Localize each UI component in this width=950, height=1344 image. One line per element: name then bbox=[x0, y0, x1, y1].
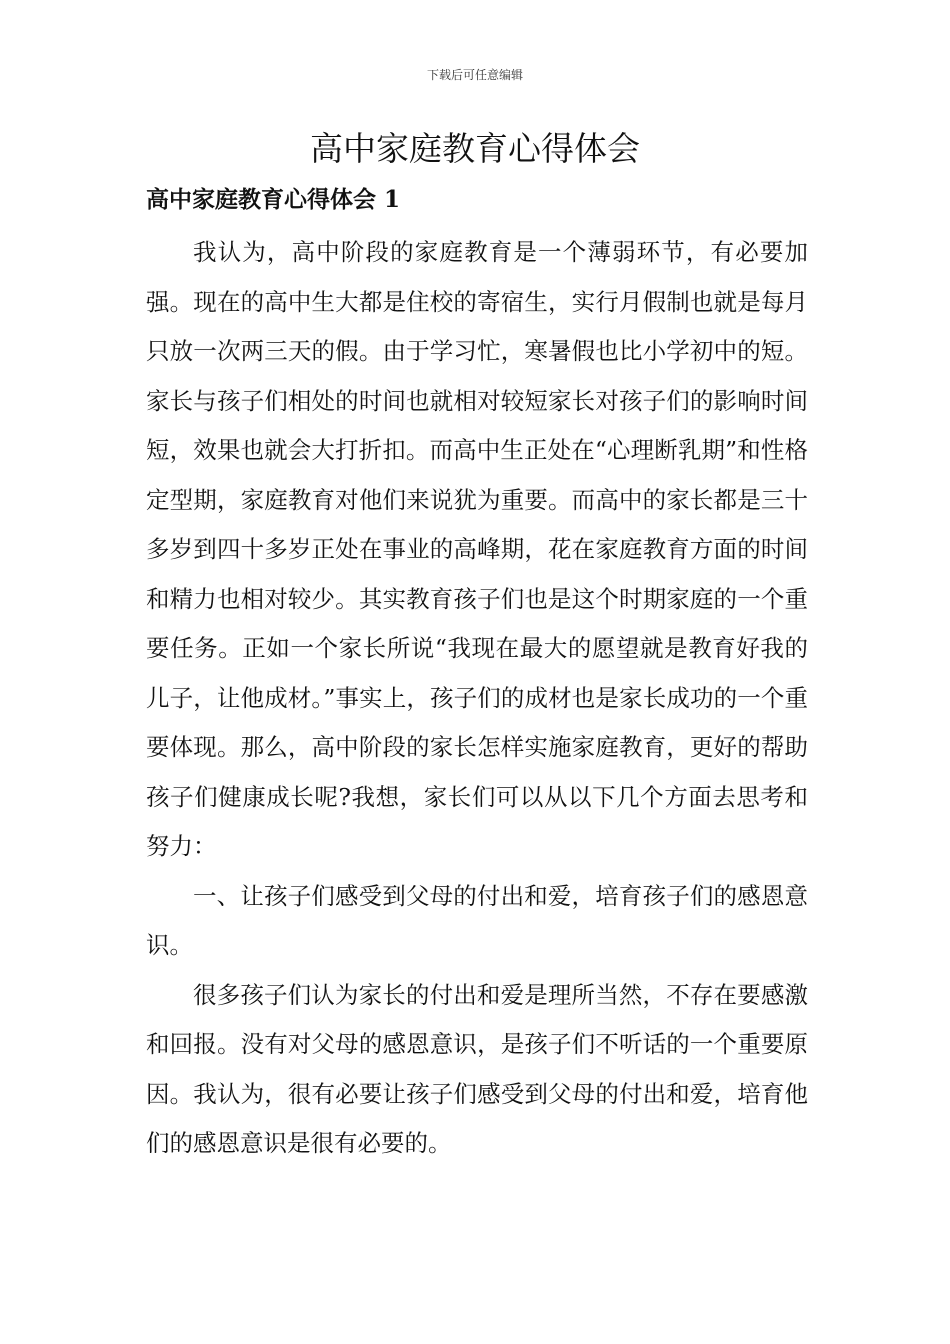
section-subheading: 高中家庭教育心得体会 1 bbox=[146, 186, 401, 213]
header-note: 下载后可任意编辑 bbox=[426, 68, 523, 82]
body-paragraph-3: 很多孩子们认为家长的付出和爱是理所当然，不存在要感激和回报。没有对父母的感恩意识，是孩子们不听话的一个重要原因。我认为，很有必要让孩子们感受到父母的付出和爱，培育他们的感恩意识是很有必要的。 bbox=[146, 980, 808, 1157]
body-paragraph-2: 一、让孩子们感受到父母的付出和爱，培育孩子们的感恩意识。 bbox=[146, 881, 808, 959]
body-paragraph-1: 我认为，高中阶段的家庭教育是一个薄弱环节，有必要加强。现在的高中生大都是住校的寄宿生，实行月假制也就是每月只放一次两三天的假。由于学习忙，寒暑假也比小学初中的短。家长与孩子们相处的时间也就相对较短家长对孩子们的影响时间短，效果也就会大打折扣。而高中生正处在“心理断乳期”和性格定型期，家庭教育对他们来说犹为重要。而高中的家长都是三十多岁到四十多岁正处在事业的高峰期，花在家庭教育方面的时间和精力也相对较少。其实教育孩子们也是这个时期家庭的一个重要任务。正如一个家长所说“我现在最大的愿望就是教育好我的儿子，让他成材。”事实上，孩子们的成材也是家长成功的一个重要体现。那么，高中阶段的家长怎样实施家庭教育，更好的帮助孩子们健康成长呢?我想，家长们可以从以下几个方面去思考和努力： bbox=[146, 238, 808, 860]
document-title: 高中家庭教育心得体会 bbox=[310, 129, 640, 168]
document-body bbox=[146, 228, 808, 1169]
